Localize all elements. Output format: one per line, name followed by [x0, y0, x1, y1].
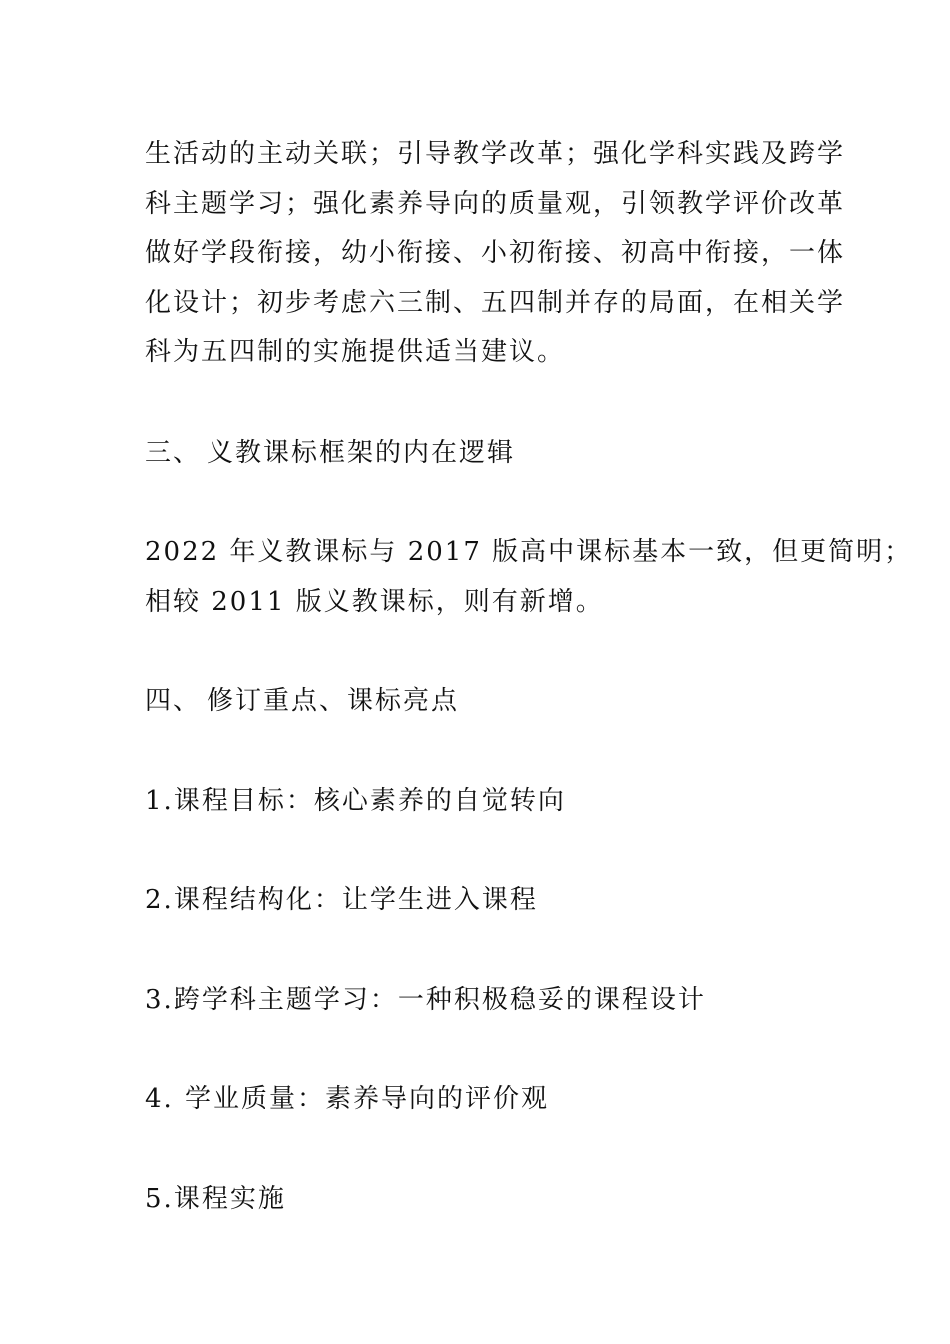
item-number: 3. — [145, 984, 174, 1015]
body-paragraph — [145, 528, 913, 627]
item-number: 5. — [145, 1183, 174, 1214]
document-page — [145, 130, 913, 1224]
paragraph-line: 科主题学习；强化素养导向的质量观，引领教学评价改革 — [145, 188, 846, 219]
section-title: 义教课标框架的内在逻辑 — [207, 437, 516, 468]
item-text: 课程实施 — [173, 1183, 286, 1214]
paragraph-line: 化设计；初步考虑六三制、五四制并存的局面，在相关学 — [145, 287, 846, 318]
list-item — [145, 1075, 815, 1125]
item-text: 课程结构化：让学生进入课程 — [173, 885, 538, 915]
section-heading-3 — [145, 429, 815, 479]
item-number: 1. — [145, 785, 174, 816]
paragraph-line: 2022 年义教课标与 2017 版高中课标基本一致，但更简明； — [145, 537, 913, 567]
body-paragraph — [145, 130, 846, 378]
paragraph-line: 科为五四制的实施提供适当建议。 — [145, 337, 566, 367]
section-number: 四、 — [145, 686, 202, 716]
paragraph-line: 相较 2011 版义教课标，则有新增。 — [145, 586, 604, 617]
item-text: 跨学科主题学习：一种积极稳妥的课程设计 — [173, 984, 706, 1015]
section-number: 三、 — [145, 437, 202, 468]
section-title: 修订重点、课标亮点 — [207, 686, 460, 716]
list-item — [145, 777, 815, 827]
item-number: 2. — [145, 885, 174, 915]
list-item — [145, 1175, 815, 1225]
list-item — [145, 976, 815, 1026]
list-item — [145, 876, 815, 926]
item-text: 学业质量：素养导向的评价观 — [185, 1084, 550, 1114]
paragraph-line: 做好学段衔接，幼小衔接、小初衔接、初高中衔接，一体 — [145, 238, 846, 268]
item-number: 4. — [145, 1084, 174, 1114]
paragraph-line: 生活动的主动关联；引导教学改革；强化学科实践及跨学 — [145, 139, 846, 169]
section-heading-4 — [145, 677, 815, 727]
item-text: 课程目标：核心素养的自觉转向 — [173, 785, 566, 816]
